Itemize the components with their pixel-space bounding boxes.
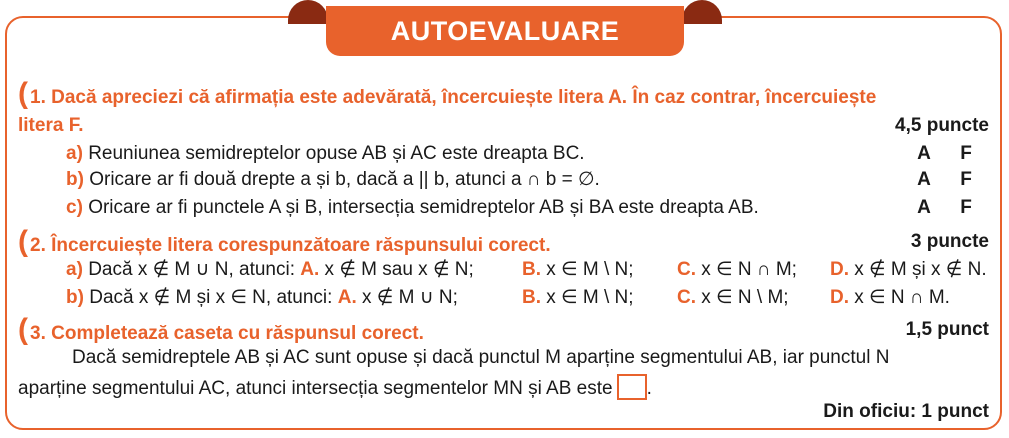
q1-text: Dacă apreciezi că afirmația este adevărată, încercuiește litera A. În caz contrar, încercuiește bbox=[51, 87, 877, 108]
choice-A[interactable]: A bbox=[917, 143, 931, 164]
choice-A[interactable]: A bbox=[917, 197, 931, 218]
choice-A[interactable]: A bbox=[917, 169, 931, 190]
q2-text: Încercuiește litera corespunzătoare răspunsului corect. bbox=[51, 235, 551, 256]
q3-body-line2: aparține segmentului AC, atunci intersecția segmentelor MN și AB este . bbox=[18, 374, 989, 401]
q3-heading: ( 3. Completează caseta cu răspunsul corect. bbox=[18, 313, 424, 346]
banner-tab-left bbox=[288, 0, 328, 24]
q1-item-c: c) Oricare ar fi punctele A și B, intersecția semidreptelor AB și BA este dreapta AB. bbox=[66, 197, 759, 218]
choice-F[interactable]: F bbox=[960, 169, 972, 190]
footer-points: Din oficiu: 1 punct bbox=[823, 401, 989, 422]
q2a-option-B[interactable]: B. x ∈ M \ N; bbox=[522, 259, 634, 280]
q1-heading-cont: litera F. bbox=[18, 115, 84, 136]
q2b-option-B[interactable]: B. x ∈ M \ N; bbox=[522, 287, 634, 308]
q1-points: 4,5 puncte bbox=[895, 115, 989, 136]
title-banner bbox=[326, 6, 684, 56]
q1-item-a: a) Reuniunea semidreptelor opuse AB și AC este dreapta BC. bbox=[66, 143, 585, 164]
bracket-icon: ( bbox=[18, 225, 28, 258]
bracket-icon: ( bbox=[18, 77, 28, 110]
q3-points: 1,5 punct bbox=[905, 319, 989, 340]
q3-body-line1: Dacă semidreptele AB și AC sunt opuse și dacă punctul M aparține segmentului AB, iar punctul N bbox=[72, 347, 890, 368]
q2a-option-D[interactable]: D. x ∉ M și x ∉ N. bbox=[830, 259, 987, 280]
q1-heading: ( 1. Dacă apreciezi că afirmația este adevărată, încercuiește litera A. În caz contrar, încercuiește bbox=[18, 77, 877, 110]
q1-item-b-choices bbox=[903, 168, 987, 192]
choice-F[interactable]: F bbox=[960, 143, 972, 164]
q2b-option-A[interactable]: A. bbox=[337, 287, 357, 308]
q2-points: 3 puncte bbox=[910, 231, 989, 252]
q2a-stem: a) Dacă x ∉ M ∪ N, atunci: A. x ∉ M sau x ∉ N; bbox=[66, 259, 474, 280]
answer-box[interactable] bbox=[617, 374, 647, 400]
q2b-option-C[interactable]: C. x ∈ N \ M; bbox=[677, 287, 789, 308]
banner-tab-right bbox=[682, 0, 722, 24]
q1-item-b: b) Oricare ar fi două drepte a și b, dacă a || b, atunci a ∩ b = ∅. bbox=[66, 169, 600, 190]
q1-item-a-choices bbox=[903, 142, 987, 166]
q2b-stem: b) Dacă x ∉ M și x ∈ N, atunci: A. x ∉ M ∪ N; bbox=[66, 287, 458, 308]
q2b-option-D[interactable]: D. x ∈ N ∩ M. bbox=[830, 287, 950, 308]
choice-F[interactable]: F bbox=[960, 197, 972, 218]
q2-heading: ( 2. Încercuiește litera corespunzătoare răspunsului corect. bbox=[18, 225, 551, 258]
page-title: AUTOEVALUARE bbox=[390, 15, 620, 46]
q2a-option-C[interactable]: C. x ∈ N ∩ M; bbox=[677, 259, 797, 280]
q2a-option-A[interactable]: A. bbox=[300, 259, 320, 280]
q1-item-c-choices bbox=[903, 196, 987, 220]
q3-text: Completează caseta cu răspunsul corect. bbox=[51, 323, 424, 344]
bracket-icon: ( bbox=[18, 313, 28, 346]
